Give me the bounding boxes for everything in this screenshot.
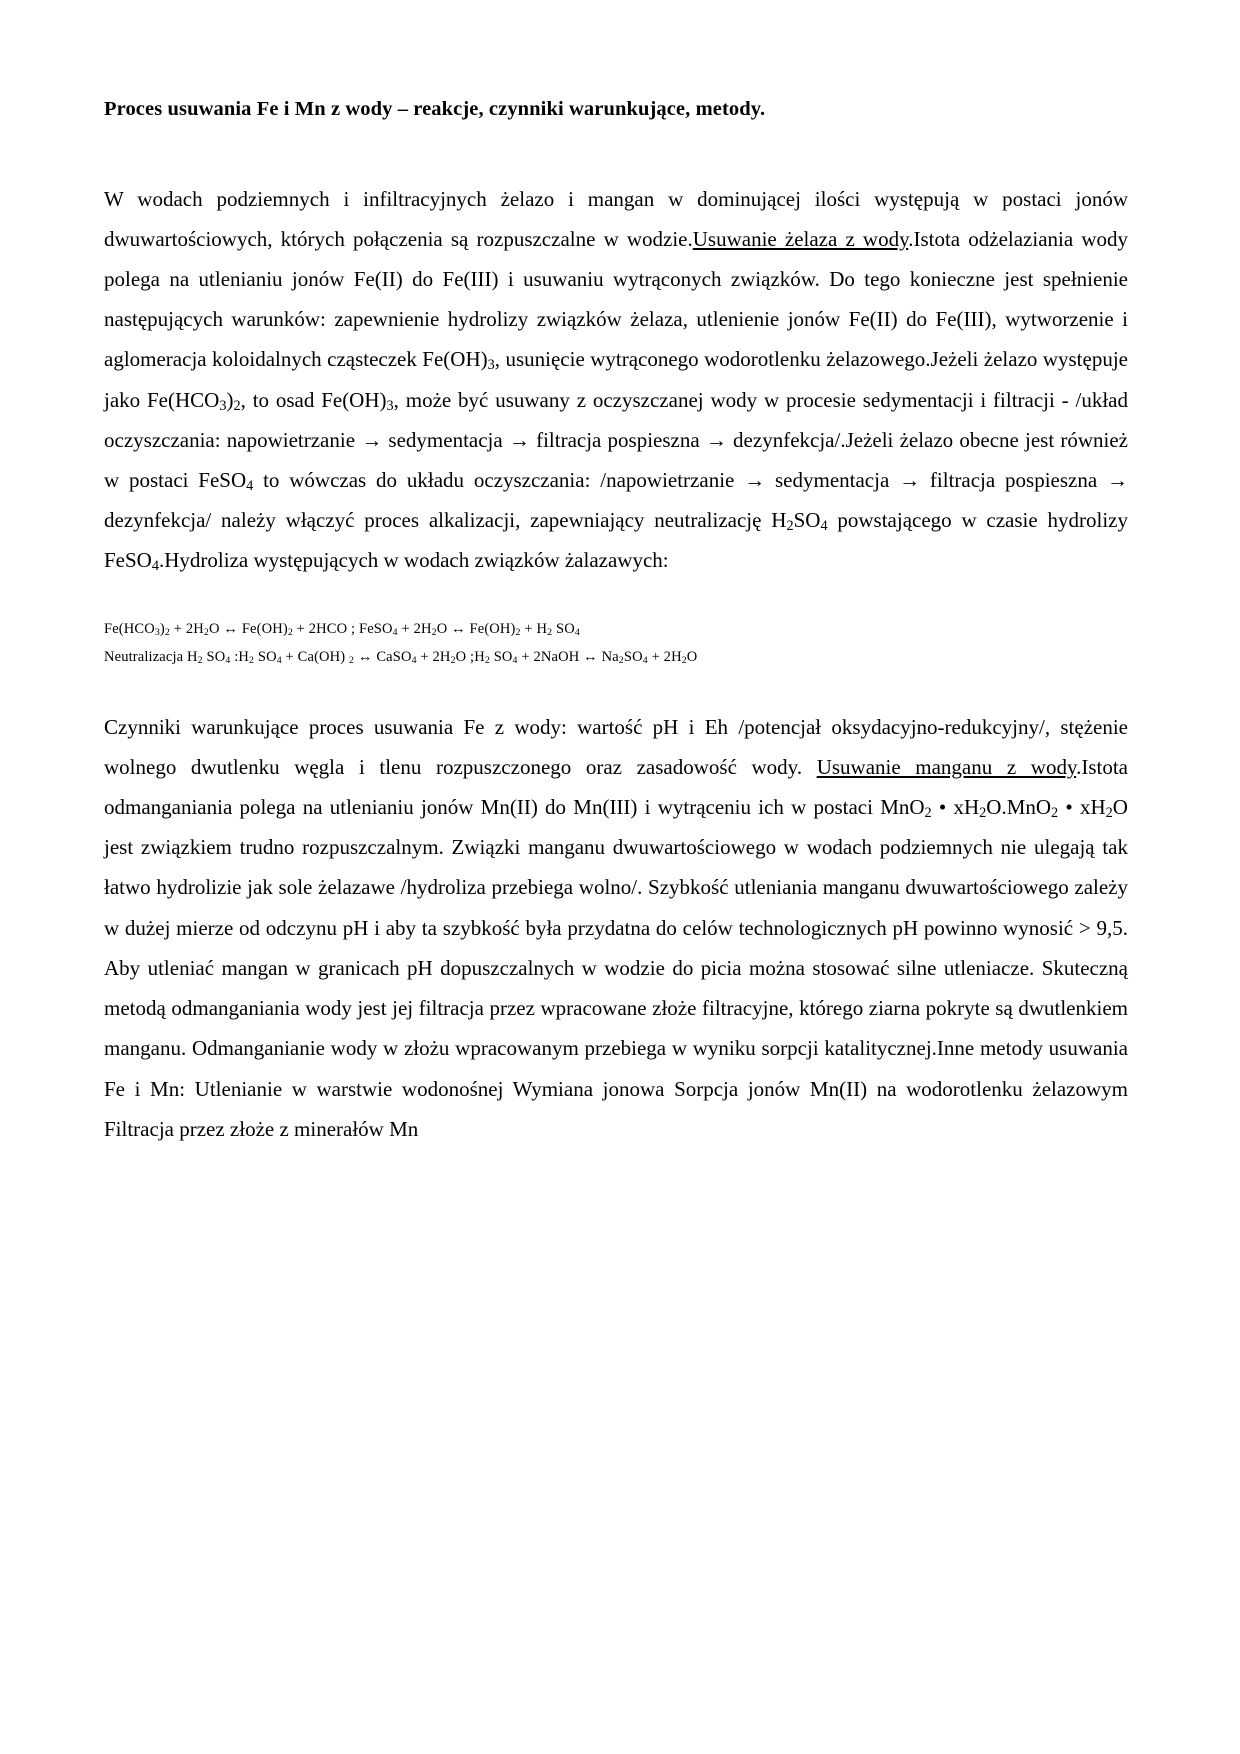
equation-text: CaSO — [376, 648, 412, 665]
equation-subscript: 2 — [431, 626, 437, 638]
subscript-h2o-2: 2 — [979, 805, 987, 822]
paragraph-1-segment-n: SO — [793, 508, 821, 533]
paragraph-1-segment-i: dezynfekcja/.Jeżeli żelazo obecne jest również w postaci FeSO — [104, 427, 1128, 493]
paragraph-1-segment-a: W wodach podziemnych i infiltracyjnych żelazo i mangan w dominującej ilości występują w postaci jonów dwuwartościowych, których połączenia są rozpuszczalne w wodzie. — [104, 186, 1128, 251]
equation-subscript: 2 — [547, 626, 553, 638]
subscript-3: 3 — [487, 357, 495, 374]
paragraph-2-segment-f: O jest związkiem trudno rozpuszczalnym. Związki manganu dwuwartościowego w wodach podziemnych nie ulegają tak łatwo hydrolizie jak sole żelazawe /hydroliza przebiega wolno/. Szybkość utleniania manganu dwuwartościowego zależy w dużej mierze od odczynu pH i aby ta szybkość była przydatna do celów technologicznych pH powinno wynosić > 9,5. Aby utleniać mangan w granicach pH dopuszczalnych w wodzie do picia można stosować silne utleniacze. Skuteczną metodą odmanganiania wody jest jej filtracja przez wpracowane złoże filtracyjne, którego ziarna pokryte są dwutlenkiem manganu. Odmanganianie wody w złożu wpracowanym przebiega w wyniku sorpcji katalitycznej.Inne metody usuwania Fe i Mn: Utlenianie w warstwie wodonośnej Wymiana jonowa Sorpcja jonów Mn(II) na wodorotlenku żelazowym Filtracja przez złoże z minerałów Mn — [104, 795, 1128, 1141]
equation-text: ↔ — [223, 620, 242, 637]
equation-text: SO — [202, 648, 226, 665]
equation-subscript: 2 — [484, 654, 490, 666]
paragraph-1-segment-p: .Hydroliza występujących w wodach związków żalazawych: — [159, 548, 669, 573]
equation-subscript: 2 — [515, 626, 521, 638]
subscript-h2o-2b: 2 — [1105, 805, 1113, 822]
equation-subscript: 2 — [450, 654, 456, 666]
equation-text: :H — [230, 648, 249, 665]
equation-subscript: 2 — [349, 654, 355, 666]
equation-text: Neutralizacja H — [104, 648, 198, 665]
equation-text: Na — [601, 648, 619, 665]
subscript-4c: 4 — [151, 558, 159, 575]
equation-text: O — [436, 620, 452, 637]
equation-line-1 — [104, 615, 1128, 643]
equation-subscript: 2 — [197, 654, 203, 666]
subscript-3c: 3 — [386, 397, 394, 414]
equation-text: SO — [489, 648, 513, 665]
equation-text: O — [686, 648, 698, 665]
equation-subscript: 4 — [225, 654, 231, 666]
equation-text: SO — [623, 648, 643, 665]
equation-text: SO — [552, 620, 575, 637]
subscript-mn-2b: 2 — [1051, 805, 1059, 822]
paragraph-manganese-removal — [104, 707, 1128, 1149]
equation-subscript: 3 — [154, 626, 160, 638]
equation-text: + 2NaOH — [517, 648, 584, 665]
subscript-3b: 3 — [219, 397, 227, 414]
equation-subscript: 4 — [276, 654, 282, 666]
equation-subscript: 4 — [512, 654, 518, 666]
paragraph-2-segment-e: • xH — [1058, 795, 1106, 820]
paragraph-1-segment-c: , usunięcie wytrąconego wodorotlenku żelazowego.Jeżeli żelazo występuje jako Fe(HCO — [104, 347, 1128, 412]
subscript-2: 2 — [233, 397, 241, 414]
equation-text: Fe(OH) — [241, 620, 288, 637]
equation-text: Fe(HCO — [104, 620, 155, 637]
equation-subscript: 4 — [411, 654, 417, 666]
equation-subscript: 2 — [203, 626, 209, 638]
paragraph-2-segment-c: • xH — [931, 795, 980, 820]
equation-text: ↔ — [354, 648, 377, 665]
equation-subscript: 2 — [287, 626, 293, 638]
subscript-2b: 2 — [786, 518, 794, 535]
subscript-mn-2: 2 — [924, 805, 932, 822]
paragraph-1-segment-d: ) — [226, 387, 234, 412]
equation-subscript: 4 — [574, 626, 580, 638]
equation-text: SO — [254, 648, 277, 665]
paragraph-1-segment-g: sedymentacja — [382, 427, 509, 452]
equation-subscript: 4 — [392, 626, 398, 638]
paragraph-2-segment-b: .Istota odmanganiania polega na utlenianiu jonów Mn(II) do Mn(III) i wytrąceniu ich w postaci MnO — [104, 754, 1128, 820]
equation-subscript: 2 — [618, 654, 624, 666]
arrow-right-icon-4: → — [744, 468, 766, 493]
paragraph-iron-removal — [104, 179, 1128, 581]
paragraph-2-segment-d: O.MnO — [986, 795, 1052, 820]
paragraph-1-segment-o: powstającego w czasie hydrolizy FeSO — [104, 508, 1128, 573]
equation-subscript: 4 — [642, 654, 648, 666]
arrow-right-icon-1: → — [361, 427, 383, 452]
subscript-4: 4 — [246, 478, 254, 495]
chemical-equations-block — [104, 615, 1128, 671]
paragraph-1-segment-l: filtracja pospieszna — [920, 468, 1107, 493]
equation-text: + 2H — [169, 620, 204, 637]
equation-subscript: 2 — [249, 654, 255, 666]
equation-text: O — [208, 620, 224, 637]
equation-text: O ;H — [455, 648, 485, 665]
arrow-right-icon-6: → — [1106, 468, 1128, 493]
equation-text: + 2HCO ; FeSO — [292, 620, 393, 637]
equation-text: ↔ — [451, 620, 470, 637]
paragraph-1-segment-h: filtracja pospieszna — [529, 427, 706, 452]
equation-text: + Ca(OH) — [281, 648, 350, 665]
paragraph-1-segment-e: , to osad Fe(OH) — [240, 387, 387, 412]
paragraph-1-segment-f: , może być usuwany z oczyszczanej wody w procesie sedymentacji i filtracji - /układ oczyszczania: napowietrzanie — [104, 387, 1128, 452]
paragraph-1-segment-b: .Istota odżelaziania wody polega na utlenianiu jonów Fe(II) do Fe(III) i usuwaniu wytrąconych związków. Do tego konieczne jest spełnienie następujących warunków: zapewnienie hydrolizy związków żelaza, utlenienie jonów Fe(II) do Fe(III), wytworzenie i aglomeracja koloidalnych cząsteczek Fe(OH) — [104, 226, 1128, 372]
page-title: Proces usuwania Fe i Mn z wody – reakcje, czynniki warunkujące, metody. — [104, 98, 766, 120]
equation-text: + 2H — [397, 620, 432, 637]
paragraph-2-segment-a: Czynniki warunkujące proces usuwania Fe z wody: wartość pH i Eh /potencjał oksydacyjno-redukcyjny/, stężenie wolnego dwutlenku węgla i tlenu rozpuszczonego oraz zasadowość wody. — [104, 714, 1128, 779]
subscript-4b: 4 — [820, 518, 828, 535]
underlined-heading-usuwanie-manganu: Usuwanie manganu z wody — [816, 754, 1077, 779]
arrow-right-icon-3: → — [705, 427, 727, 452]
paragraph-1-segment-k: sedymentacja — [765, 468, 900, 493]
equation-text: Fe(OH) — [469, 620, 516, 637]
arrow-right-icon-2: → — [508, 427, 530, 452]
paragraph-1-segment-m: dezynfekcja/ należy włączyć proces alkalizacji, zapewniający neutralizację H — [104, 508, 787, 533]
equation-text: ↔ — [583, 648, 602, 665]
underlined-heading-usuwanie-zelaza: Usuwanie żelaza z wody — [692, 226, 909, 251]
equation-text: + H — [520, 620, 548, 637]
arrow-right-icon-5: → — [899, 468, 921, 493]
paragraph-1-segment-j: to wówczas do układu oczyszczania: /napowietrzanie — [253, 468, 745, 493]
equation-subscript: 2 — [164, 626, 170, 638]
equation-subscript: 2 — [681, 654, 687, 666]
equation-text: + 2H — [647, 648, 682, 665]
equation-text: + 2H — [416, 648, 451, 665]
equation-line-2 — [104, 643, 1128, 671]
equation-text: ) — [159, 620, 165, 637]
